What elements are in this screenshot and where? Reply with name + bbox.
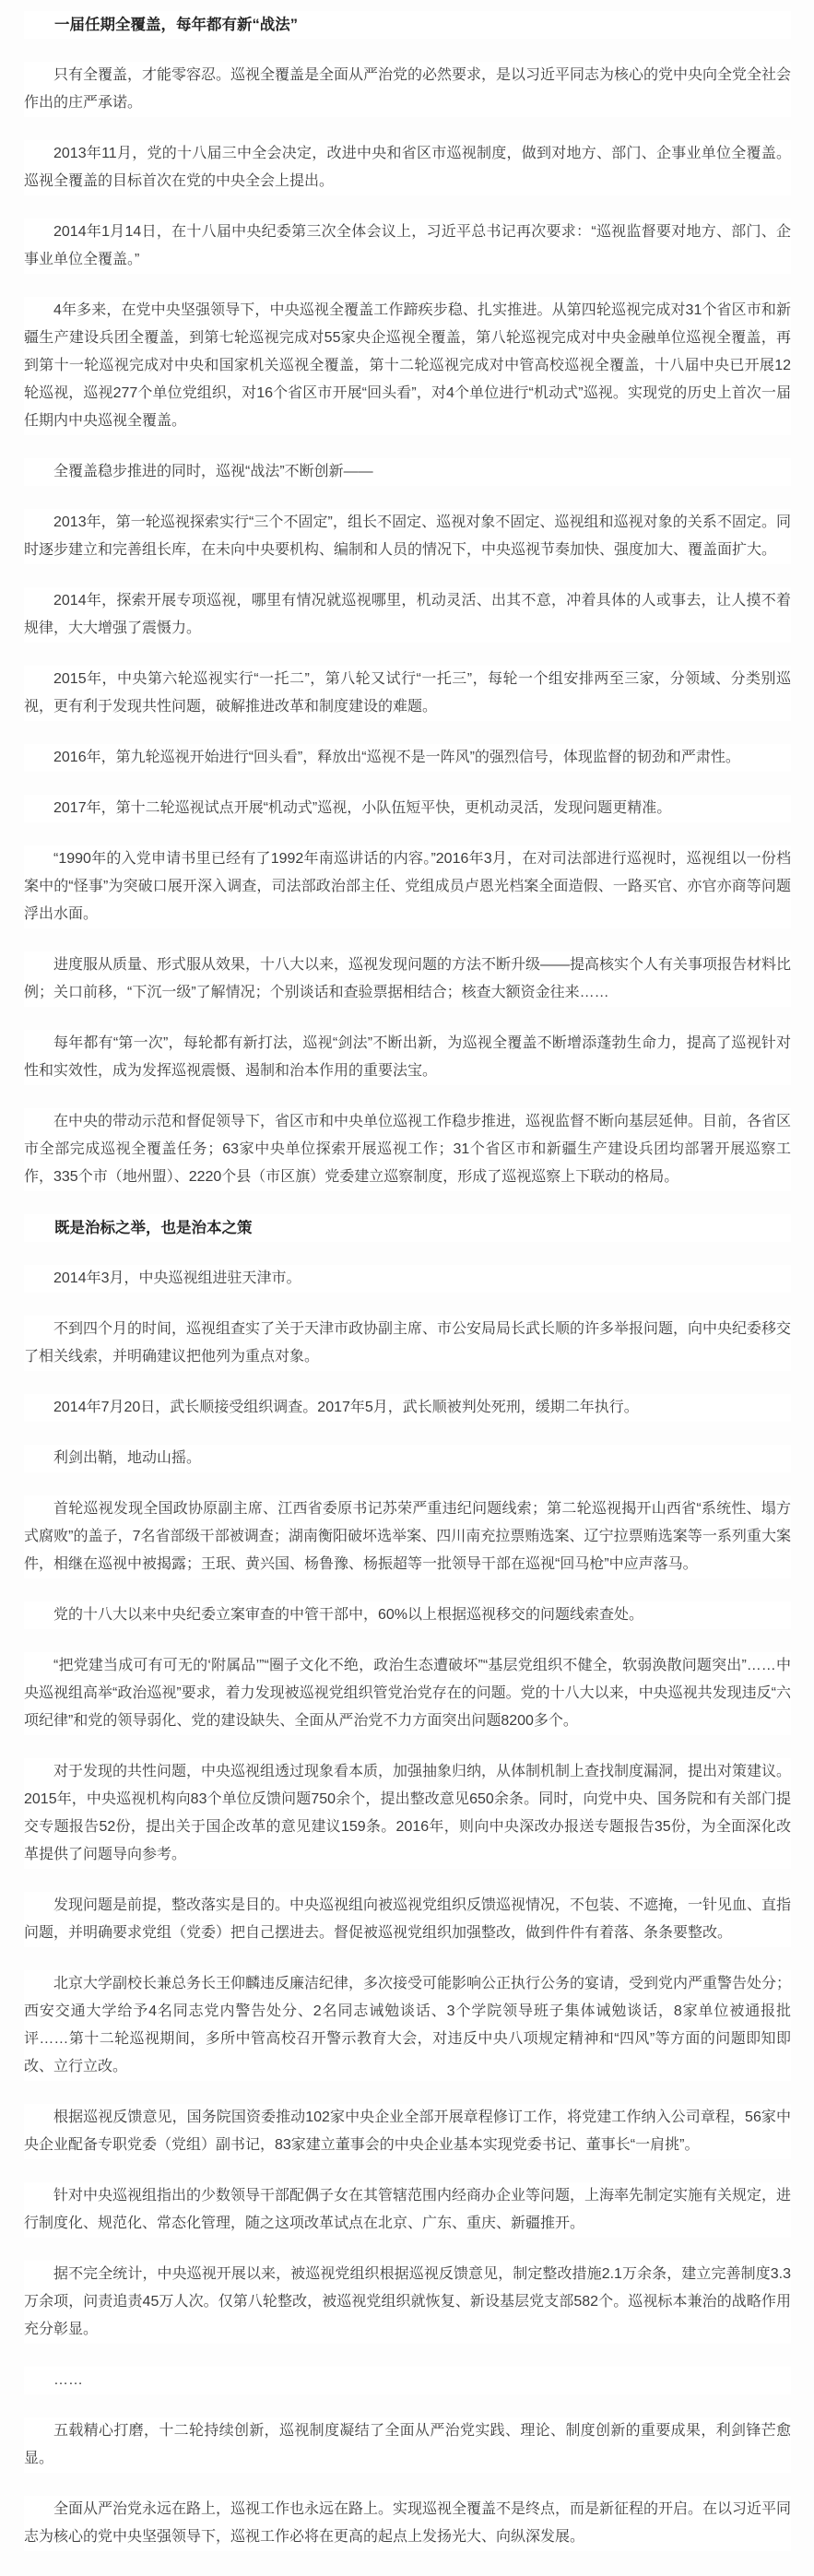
article-paragraph: 2014年1月14日，在十八届中央纪委第三次全体会议上，习近平总书记再次要求：“巡视监督要对地方、部门、企事业单位全覆盖。” bbox=[24, 219, 791, 274]
article-paragraph: 北京大学副校长兼总务长王仰麟违反廉洁纪律，多次接受可能影响公正执行公务的宴请，受到党内严重警告处分；西安交通大学给予4名同志党内警告处分、2名同志诫勉谈话、3个学院领导班子集体诫勉谈话，8家单位被通报批评……第十二轮巡视期间，多所中管高校召开警示教育大会，对违反中央八项规定精神和“四风”等方面的问题即知即改、立行立改。 bbox=[24, 1970, 791, 2081]
article-paragraph: 据不完全统计，中央巡视开展以来，被巡视党组织根据巡视反馈意见，制定整改措施2.1万余条，建立完善制度3.3万余项，问责追责45万人次。仅第八轮整改，被巡视党组织就恢复、新设基层党支部582个。巡视标本兼治的战略作用充分彰显。 bbox=[24, 2261, 791, 2344]
article-paragraph: 全覆盖稳步推进的同时，巡视“战法”不断创新—— bbox=[24, 458, 791, 486]
article-paragraph: 在中央的带动示范和督促领导下，省区市和中央单位巡视工作稳步推进，巡视监督不断向基层延伸。目前，各省区市全部完成巡视全覆盖任务；63家中央单位探索开展巡视工作；31个省区市和新疆生产建设兵团均部署开展巡察工作，335个市（地州盟）、2220个县（市区旗）党委建立巡察制度，形成了巡视巡察上下联动的格局。 bbox=[24, 1108, 791, 1191]
article-paragraph: 2014年，探索开展专项巡视，哪里有情况就巡视哪里，机动灵活、出其不意，冲着具体的人或事去，让人摸不着规律，大大增强了震慑力。 bbox=[24, 587, 791, 643]
article-paragraph: 利剑出鞘，地动山摇。 bbox=[24, 1445, 791, 1472]
article-paragraph: 2013年11月，党的十八届三中全会决定，改进中央和省区市巡视制度，做到对地方、部门、企事业单位全覆盖。巡视全覆盖的目标首次在党的中央全会上提出。 bbox=[24, 140, 791, 195]
section-heading: 既是治标之举，也是治本之策 bbox=[24, 1214, 791, 1242]
article-paragraph: 首轮巡视发现全国政协原副主席、江西省委原书记苏荣严重违纪问题线索；第二轮巡视揭开山西省“系统性、塌方式腐败”的盖子，7名省部级干部被调查；湖南衡阳破坏选举案、四川南充拉票贿选案、辽宁拉票贿选案等一系列重大案件，相继在巡视中被揭露；王珉、黄兴国、杨鲁豫、杨振超等一批领导干部在巡视“回马枪”中应声落马。 bbox=[24, 1495, 791, 1578]
article-paragraph: 对于发现的共性问题，中央巡视组透过现象看本质，加强抽象归纳，从体制机制上查找制度漏洞，提出对策建议。2015年，中央巡视机构向83个单位反馈问题750余个，提出整改意见650余条。同时，向党中央、国务院和有关部门提交专题报告52份，提出关于国企改革的意见建议159条。2016年，则向中央深改办报送专题报告35份，为全面深化改革提供了问题导向参考。 bbox=[24, 1758, 791, 1869]
article-paragraph: 发现问题是前提，整改落实是目的。中央巡视组向被巡视党组织反馈巡视情况，不包装、不遮掩，一针见血、直指问题，并明确要求党组（党委）把自己摆进去。督促被巡视党组织加强整改，做到件件有着落、条条要整改。 bbox=[24, 1892, 791, 1947]
article-paragraph: 不到四个月的时间，巡视组查实了关于天津市政协副主席、市公安局局长武长顺的许多举报问题，向中央纪委移交了相关线索，并明确建议把他列为重点对象。 bbox=[24, 1316, 791, 1371]
article-paragraph: 只有全覆盖，才能零容忍。巡视全覆盖是全面从严治党的必然要求，是以习近平同志为核心的党中央向全党全社会作出的庄严承诺。 bbox=[24, 62, 791, 117]
article-paragraph: 2017年，第十二轮巡视试点开展“机动式”巡视，小队伍短平快，更机动灵活，发现问题更精准。 bbox=[24, 795, 791, 822]
article-paragraph: 2016年，第九轮巡视开始进行“回头看”，释放出“巡视不是一阵风”的强烈信号，体现监督的韧劲和严肃性。 bbox=[24, 744, 791, 772]
article-paragraph: 根据巡视反馈意见，国务院国资委推动102家中央企业全部开展章程修订工作，将党建工作纳入公司章程，56家中央企业配备专职党委（党组）副书记，83家建立董事会的中央企业基本实现党委书记、董事长“一肩挑”。 bbox=[24, 2104, 791, 2159]
article-paragraph: “把党建当成可有可无的‘附属品’”“圈子文化不绝，政治生态遭破坏”“基层党组织不健全，软弱涣散问题突出”……中央巡视组高举“政治巡视”要求，着力发现被巡视党组织管党治党存在的问题。党的十八大以来，中央巡视共发现违反“六项纪律”和党的领导弱化、党的建设缺失、全面从严治党不力方面突出问题8200多个。 bbox=[24, 1652, 791, 1735]
article-paragraph: “1990年的入党申请书里已经有了1992年南巡讲话的内容。”2016年3月，在对司法部进行巡视时，巡视组以一份档案中的“怪事”为突破口展开深入调查，司法部政治部主任、党组成员卢恩光档案全面造假、一路买官、亦官亦商等问题浮出水面。 bbox=[24, 845, 791, 928]
section-heading: 一届任期全覆盖，每年都有新“战法” bbox=[24, 11, 791, 39]
article-paragraph: 五载精心打磨，十二轮持续创新，巡视制度凝结了全面从严治党实践、理论、制度创新的重要成果，利剑锋芒愈显。 bbox=[24, 2417, 791, 2473]
article-paragraph: 进度服从质量、形式服从效果，十八大以来，巡视发现问题的方法不断升级——提高核实个人有关事项报告材料比例；关口前移，“下沉一级”了解情况；个别谈话和查验票据相结合；核查大额资金往来…… bbox=[24, 951, 791, 1007]
article-paragraph: 全面从严治党永远在路上，巡视工作也永远在路上。实现巡视全覆盖不是终点，而是新征程的开启。在以习近平同志为核心的党中央坚强领导下，巡视工作必将在更高的起点上发扬光大、向纵深发展。 bbox=[24, 2496, 791, 2551]
article-paragraph: 2014年3月，中央巡视组进驻天津市。 bbox=[24, 1265, 791, 1293]
article-paragraph: 党的十八大以来中央纪委立案审查的中管干部中，60%以上根据巡视移交的问题线索查处。 bbox=[24, 1601, 791, 1629]
article-paragraph: 2014年7月20日，武长顺接受组织调查。2017年5月，武长顺被判处死刑，缓期二年执行。 bbox=[24, 1394, 791, 1422]
article-paragraph: 针对中央巡视组指出的少数领导干部配偶子女在其管辖范围内经商办企业等问题，上海率先制定实施有关规定，进行制度化、规范化、常态化管理，随之这项改革试点在北京、广东、重庆、新疆推开。 bbox=[24, 2182, 791, 2238]
article-paragraph: 2015年，中央第六轮巡视实行“一托二”，第八轮又试行“一托三”，每轮一个组安排两至三家，分领域、分类别巡视，更有利于发现共性问题，破解推进改革和制度建设的难题。 bbox=[24, 666, 791, 721]
article-paragraph: …… bbox=[24, 2367, 791, 2394]
article-paragraph: 每年都有“第一次”，每轮都有新打法，巡视“剑法”不断出新，为巡视全覆盖不断增添蓬勃生命力，提高了巡视针对性和实效性，成为发挥巡视震慑、遏制和治本作用的重要法宝。 bbox=[24, 1030, 791, 1085]
article-paragraph: 4年多来，在党中央坚强领导下，中央巡视全覆盖工作蹄疾步稳、扎实推进。从第四轮巡视完成对31个省区市和新疆生产建设兵团全覆盖，到第七轮巡视完成对55家央企巡视全覆盖，第八轮巡视完成对中央金融单位巡视全覆盖，再到第十一轮巡视完成对中央和国家机关巡视全覆盖，第十二轮巡视完成对中管高校巡视全覆盖，十八届中央已开展12轮巡视，巡视277个单位党组织，对16个省区市开展“回头看”，对4个单位进行“机动式”巡视。实现党的历史上首次一届任期内中央巡视全覆盖。 bbox=[24, 297, 791, 435]
article-paragraph: 2013年，第一轮巡视探索实行“三个不固定”，组长不固定、巡视对象不固定、巡视组和巡视对象的关系不固定。同时逐步建立和完善组长库，在未向中央要机构、编制和人员的情况下，中央巡视节奏加快、强度加大、覆盖面扩大。 bbox=[24, 509, 791, 564]
